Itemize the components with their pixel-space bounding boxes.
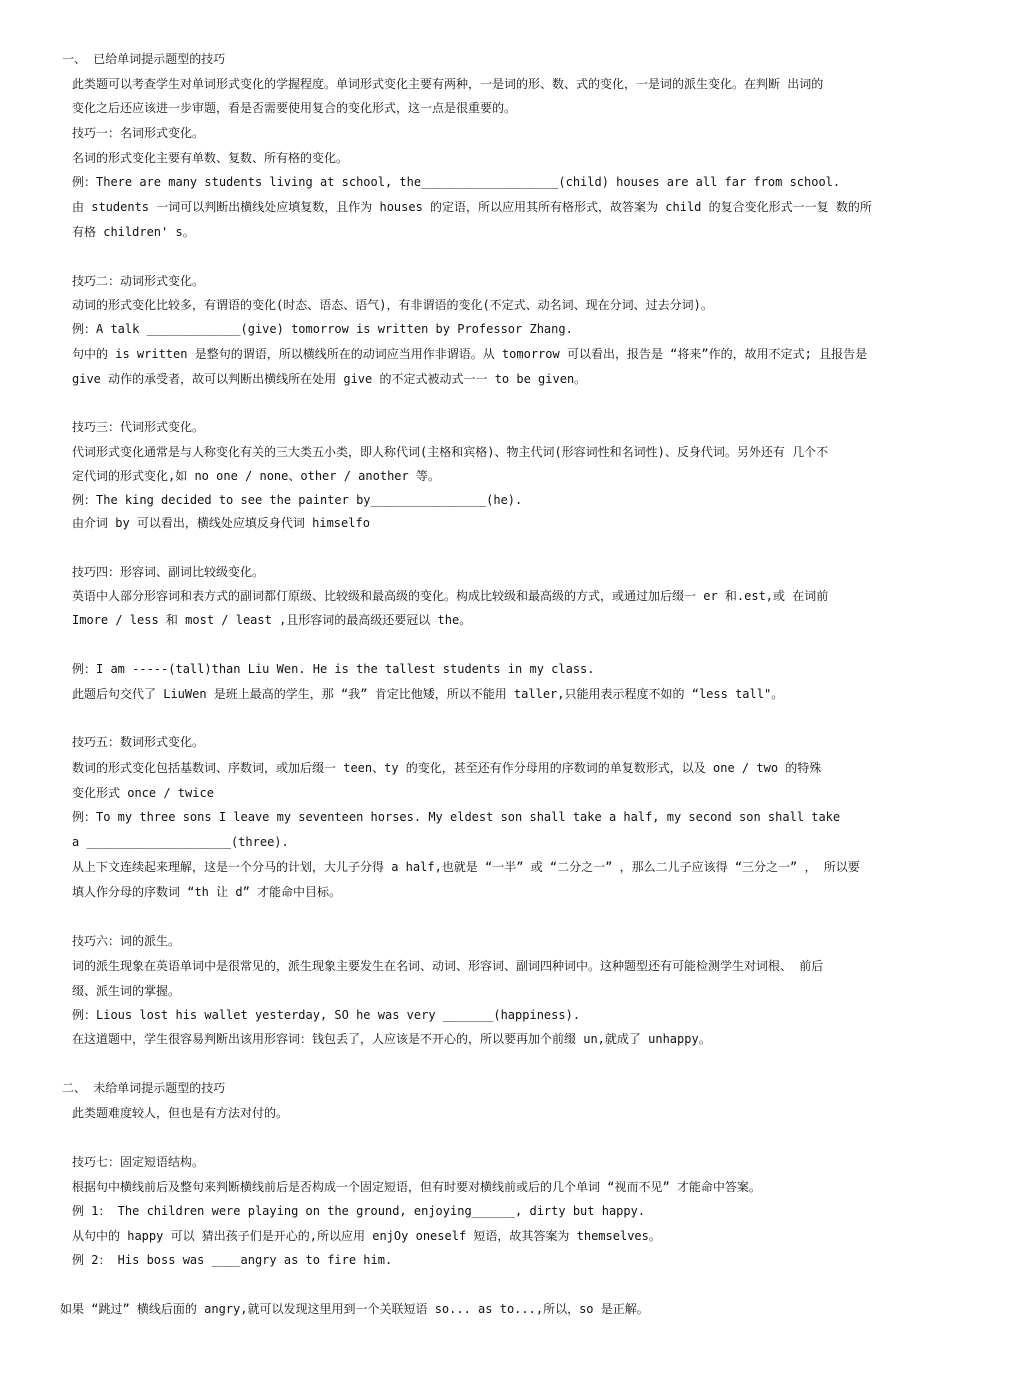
text-line: 根据句中横线前后及整句来判断横线前后是否构成一个固定短语，但有时要对横线前或后的几个单词 “视而不见” 才能命中答案。 (72, 1180, 761, 1194)
example-line: 例：To my three sons I leave my seventeen horses. My eldest son shall take a half, my second son shall take (72, 810, 841, 824)
text-line: 英语中人部分形容词和表方式的副词都仃原级、比较级和最高级的变化。构成比较级和最高级的方式，或通过加后缀一 er 和.est,或 在词前 (72, 589, 829, 603)
text-line: 在这道题中，学生很容易判断出该用形容词：钱包丢了，人应该是不开心的，所以要再加个前缀 un,就成了 unhappy。 (72, 1032, 711, 1046)
example-line: 例 2： His boss was ____angry as to fire him. (72, 1253, 393, 1267)
text-line: 数词的形式变化包括基数词、序数词，或加后缀一 teen、ty 的变化，甚至还有作分母用的序数词的单复数形式，以及 one / two 的特殊 (72, 761, 822, 775)
text-line: 变化之后还应该进一步审题，看是否需要使用复合的变化形式，这一点是很重要的。 (72, 101, 517, 115)
text-line: 名词的形式变化主要有单数、复数、所有格的变化。 (72, 151, 349, 165)
text-line: 缀、派生词的掌握。 (72, 984, 181, 998)
tip-heading: 技巧五：数词形式变化。 (72, 735, 205, 749)
text-line: 此类题可以考查学生对单词形式变化的学握程度。单词形式变化主要有两种，一是词的形、数、式的变化，一是词的派生变化。在判断 出词的 (72, 77, 824, 91)
text-line: give 动作的承受者，故可以判断出横线所在处用 give 的不定式被动式一一 to be given。 (72, 372, 587, 386)
tip-heading: 技巧三：代词形式变化。 (72, 420, 205, 434)
text-line: 动词的形式变化比较多，有谓语的变化(时态、语态、语气)，有非谓语的变化(不定式、动名词、现在分词、过去分词)。 (72, 298, 713, 312)
text-line: 有格 children' s。 (72, 225, 195, 239)
example-line: 例：A talk _____________(give) tomorrow is written by Professor Zhang. (72, 322, 573, 336)
example-line: 例：The king decided to see the painter by________________(he). (72, 493, 523, 507)
text-line: 代词形式变化通常是与人称变化有关的三大类五小类，即人称代词(主格和宾格)、物主代词(形容词性和名词性)、反身代词。另外还有 几个不 (72, 445, 829, 459)
text-line: 词的派生现象在英语单词中是很常见的，派生现象主要发生在名词、动词、形容词、副词四种词中。这种题型还有可能检测学生对词根、 前后 (72, 959, 824, 973)
tip-heading: 技巧二：动词形式变化。 (72, 274, 205, 288)
text-line: 由 students 一词可以判断出横线处应填复数，且作为 houses 的定语，所以应用其所有格形式，故答案为 child 的复合变化形式一一复 数的所 (72, 200, 872, 214)
text-line: 从句中的 happy 可以 猜出孩子们是开心的,所以应用 enjOy oneself 短语，故其答案为 themselves。 (72, 1229, 661, 1243)
example-line: 例：There are many students living at school, the___________________(child) houses are all far from school. (72, 175, 841, 189)
text-line: 定代词的形式变化,如 no one / none、other / another 等。 (72, 469, 440, 483)
section-heading: 二、 未给单词提示题型的技巧 (62, 1081, 226, 1095)
text-line: 如果 “跳过” 横线后面的 angry,就可以发现这里用到一个关联短语 so... as to...,所以，so 是正解。 (60, 1302, 649, 1316)
tip-heading: 技巧四：形容词、副词比较级变化。 (72, 565, 265, 579)
tip-heading: 技巧六：词的派生。 (72, 934, 181, 948)
example-line: 例 1： The children were playing on the ground, enjoying______, dirty but happy. (72, 1204, 646, 1218)
example-line: a ____________________(three). (72, 835, 289, 849)
tip-heading: 技巧一：名词形式变化。 (72, 126, 205, 140)
section-heading: 一、 已给单词提示题型的技巧 (62, 52, 226, 66)
text-line: 此题后句交代了 LiuWen 是班上最高的学生，那 “我” 肯定比他矮，所以不能用 taller,只能用表示程度不如的 “less tall"。 (72, 687, 784, 701)
text-line: 句中的 is written 是整句的谓语，所以横线所在的动词应当用作非谓语。从 tomorrow 可以看出，报告是 “将来”作的，故用不定式; 且报告是 (72, 347, 868, 361)
text-line: Imore / less 和 most / least ,且形容词的最高级还要冠以 the。 (72, 613, 472, 627)
text-line: 填人作分母的序数词 “th 让 d” 才能命中目标。 (72, 885, 342, 899)
text-line: 变化形式 once / twice (72, 786, 214, 800)
example-line: 例：Lious lost his wallet yesterday, SO he was very _______(happiness). (72, 1008, 581, 1022)
tip-heading: 技巧七：固定短语结构。 (72, 1155, 205, 1169)
text-line: 由介词 by 可以看出，横线处应填反身代词 himselfo (72, 516, 370, 530)
text-line: 此类题难度较人，但也是有方法对付的。 (72, 1106, 289, 1120)
example-line: 例：I am -----(tall)than Liu Wen. He is the tallest students in my class. (72, 662, 595, 676)
text-line: 从上下文连续起来理解，这是一个分马的计划，大儿子分得 a half,也就是 “一半” 或 “二分之一” ，那么二儿子应该得 “三分之一” ， 所以要 (72, 860, 860, 874)
